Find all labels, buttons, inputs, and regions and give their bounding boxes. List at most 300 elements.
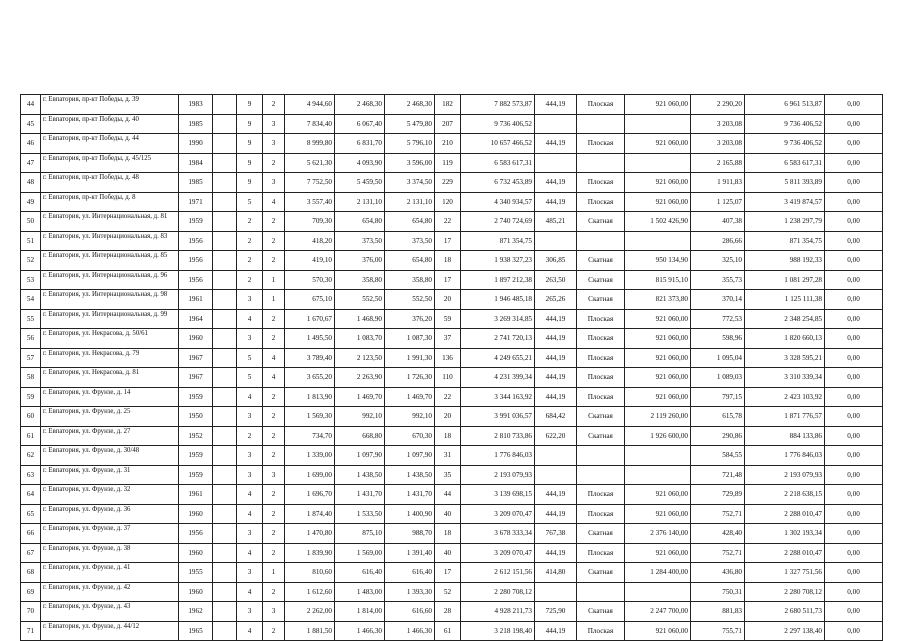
cell-living-area: 1 533,50 [335,504,385,524]
cell-roof-area [535,465,577,485]
cell-residents: 110 [435,368,461,388]
table-row [21,134,883,154]
cell-year-built: 1960 [179,543,213,563]
cell-floors: 4 [237,582,263,602]
cell-floors: 3 [237,446,263,466]
cell-living-area: 4 093,90 [335,153,385,173]
cell-row-number: 46 [21,134,41,154]
cell-residents: 31 [435,446,461,466]
cell-work-cost: 1 776 846,03 [745,446,825,466]
cell-floors: 4 [237,309,263,329]
cell-floors: 2 [237,251,263,271]
cell-total-cost: 6 732 453,89 [461,173,535,193]
cell-work-cost: 1 238 297,79 [745,212,825,232]
cell-floors: 5 [237,368,263,388]
cell-roof-area: 444,19 [535,95,577,115]
cell-residential-area: 1 726,30 [385,368,435,388]
cell-cost-per-unit: 407,38 [691,212,745,232]
cell-roof-type: Плоская [577,95,625,115]
cell-residential-area: 1 438,50 [385,465,435,485]
cell-roof-type [577,114,625,134]
cell-floors: 3 [237,602,263,622]
cell-living-area: 992,10 [335,407,385,427]
cell-work-cost: 1 327 751,56 [745,563,825,583]
cell-residents: 22 [435,212,461,232]
cell-roof-cost: 921 060,00 [625,485,691,505]
cell-entrances: 2 [263,387,285,407]
cell-total-area: 5 621,30 [285,153,335,173]
cell-roof-area: 263,50 [535,270,577,290]
cell-roof-type [577,465,625,485]
cell-roof-area [535,153,577,173]
cell-balance: 0,00 [825,407,883,427]
cell-address: г. Евпатория, ул. Интернациональная, д. 96 [41,270,179,290]
cell-entrances: 4 [263,368,285,388]
cell-living-area: 1 431,70 [335,485,385,505]
cell-col-blank [213,504,237,524]
cell-residents: 17 [435,270,461,290]
cell-row-number: 61 [21,426,41,446]
cell-roof-cost: 1 284 400,00 [625,563,691,583]
cell-entrances: 1 [263,270,285,290]
cell-residential-area: 616,60 [385,602,435,622]
cell-total-area: 1 470,80 [285,524,335,544]
cell-roof-cost: 2 247 700,00 [625,602,691,622]
cell-entrances: 3 [263,602,285,622]
table-row [21,524,883,544]
cell-address: г. Евпатория, ул. Фрунзе, д. 30/48 [41,446,179,466]
cell-year-built: 1967 [179,368,213,388]
cell-residential-area: 5 479,80 [385,114,435,134]
cell-balance: 0,00 [825,134,883,154]
cell-residents: 52 [435,582,461,602]
cell-year-built: 1956 [179,251,213,271]
cell-cost-per-unit: 355,73 [691,270,745,290]
table-row [21,231,883,251]
cell-roof-type [577,231,625,251]
cell-cost-per-unit: 1 125,07 [691,192,745,212]
cell-row-number: 44 [21,95,41,115]
cell-floors: 9 [237,134,263,154]
cell-balance: 0,00 [825,348,883,368]
cell-col-blank [213,485,237,505]
cell-entrances: 2 [263,329,285,349]
cell-cost-per-unit: 797,15 [691,387,745,407]
cell-row-number: 70 [21,602,41,622]
cell-total-area: 3 789,40 [285,348,335,368]
cell-roof-cost [625,446,691,466]
cell-residential-area: 1 400,90 [385,504,435,524]
cell-entrances: 2 [263,621,285,641]
cell-address: г. Евпатория, ул. Фрунзе, д. 41 [41,563,179,583]
housing-register-table-page [20,94,882,641]
cell-living-area: 1 438,50 [335,465,385,485]
cell-total-cost: 3 344 163,92 [461,387,535,407]
cell-residents: 59 [435,309,461,329]
cell-col-blank [213,290,237,310]
cell-entrances: 2 [263,95,285,115]
cell-roof-type [577,153,625,173]
cell-roof-area: 414,80 [535,563,577,583]
cell-residential-area: 1 431,70 [385,485,435,505]
cell-work-cost: 3 310 339,34 [745,368,825,388]
cell-row-number: 59 [21,387,41,407]
cell-roof-type: Плоская [577,485,625,505]
cell-total-cost: 4 928 211,73 [461,602,535,622]
cell-roof-cost: 821 373,80 [625,290,691,310]
cell-cost-per-unit: 428,40 [691,524,745,544]
cell-residential-area: 1 466,30 [385,621,435,641]
cell-total-cost: 2 193 079,93 [461,465,535,485]
cell-roof-area: 622,20 [535,426,577,446]
cell-total-area: 1 874,40 [285,504,335,524]
cell-total-area: 734,70 [285,426,335,446]
cell-entrances: 2 [263,426,285,446]
cell-col-blank [213,407,237,427]
table-row [21,309,883,329]
cell-roof-cost [625,153,691,173]
cell-col-blank [213,114,237,134]
cell-balance: 0,00 [825,563,883,583]
cell-entrances: 4 [263,348,285,368]
cell-total-cost: 3 678 333,34 [461,524,535,544]
cell-living-area: 668,80 [335,426,385,446]
cell-total-area: 2 262,00 [285,602,335,622]
cell-total-cost: 6 583 617,31 [461,153,535,173]
cell-total-area: 419,10 [285,251,335,271]
cell-row-number: 45 [21,114,41,134]
cell-work-cost: 1 302 193,34 [745,524,825,544]
cell-col-blank [213,309,237,329]
cell-roof-area: 444,19 [535,621,577,641]
cell-residential-area: 373,50 [385,231,435,251]
cell-address: г. Евпатория, пр-кт Победы, д. 44 [41,134,179,154]
cell-col-blank [213,231,237,251]
cell-roof-type: Плоская [577,192,625,212]
cell-roof-cost [625,582,691,602]
cell-row-number: 47 [21,153,41,173]
cell-roof-type: Плоская [577,309,625,329]
cell-cost-per-unit: 721,48 [691,465,745,485]
cell-work-cost: 988 192,33 [745,251,825,271]
cell-year-built: 1956 [179,231,213,251]
cell-residents: 182 [435,95,461,115]
cell-residential-area: 5 796,10 [385,134,435,154]
table-row [21,446,883,466]
cell-roof-type: Скатная [577,602,625,622]
cell-roof-area [535,114,577,134]
cell-roof-area: 444,19 [535,348,577,368]
cell-col-blank [213,173,237,193]
cell-total-cost: 9 736 406,52 [461,114,535,134]
cell-year-built: 1960 [179,582,213,602]
cell-roof-cost: 921 060,00 [625,309,691,329]
cell-address: г. Евпатория, ул. Интернациональная, д. 99 [41,309,179,329]
cell-address: г. Евпатория, ул. Интернациональная, д. 98 [41,290,179,310]
cell-residents: 120 [435,192,461,212]
cell-cost-per-unit: 2 290,20 [691,95,745,115]
cell-row-number: 63 [21,465,41,485]
cell-total-cost: 4 340 934,57 [461,192,535,212]
cell-roof-cost: 921 060,00 [625,621,691,641]
cell-address: г. Евпатория, пр-кт Победы, д. 39 [41,95,179,115]
cell-roof-cost [625,465,691,485]
cell-row-number: 58 [21,368,41,388]
cell-residential-area: 654,80 [385,251,435,271]
cell-year-built: 1983 [179,95,213,115]
cell-balance: 0,00 [825,485,883,505]
cell-residential-area: 2 131,10 [385,192,435,212]
table-row [21,485,883,505]
cell-roof-type: Плоская [577,329,625,349]
cell-balance: 0,00 [825,212,883,232]
cell-roof-cost: 2 376 140,00 [625,524,691,544]
cell-living-area: 6 831,70 [335,134,385,154]
cell-col-blank [213,524,237,544]
cell-floors: 4 [237,485,263,505]
cell-living-area: 1 097,90 [335,446,385,466]
cell-address: г. Евпатория, ул. Некрасова, д. 81 [41,368,179,388]
cell-cost-per-unit: 729,89 [691,485,745,505]
cell-floors: 9 [237,95,263,115]
cell-living-area: 5 459,50 [335,173,385,193]
cell-total-cost: 3 991 036,57 [461,407,535,427]
cell-row-number: 65 [21,504,41,524]
cell-cost-per-unit: 290,86 [691,426,745,446]
cell-total-area: 1 696,70 [285,485,335,505]
cell-total-cost: 7 882 573,87 [461,95,535,115]
cell-residents: 61 [435,621,461,641]
cell-residents: 119 [435,153,461,173]
cell-roof-area: 444,19 [535,387,577,407]
cell-roof-area: 444,19 [535,543,577,563]
cell-cost-per-unit: 881,83 [691,602,745,622]
cell-year-built: 1959 [179,465,213,485]
cell-residential-area: 616,40 [385,563,435,583]
cell-total-area: 1 813,90 [285,387,335,407]
cell-row-number: 67 [21,543,41,563]
cell-total-cost: 2 810 733,86 [461,426,535,446]
cell-living-area: 2 468,30 [335,95,385,115]
cell-total-area: 7 752,50 [285,173,335,193]
cell-total-cost: 10 657 466,52 [461,134,535,154]
cell-roof-area: 444,19 [535,504,577,524]
cell-cost-per-unit: 3 203,08 [691,114,745,134]
cell-row-number: 52 [21,251,41,271]
table-row [21,270,883,290]
table-body [21,95,883,641]
cell-roof-type: Скатная [577,407,625,427]
cell-roof-area: 444,19 [535,134,577,154]
cell-year-built: 1959 [179,212,213,232]
cell-living-area: 1 468,90 [335,309,385,329]
table-row [21,504,883,524]
cell-roof-area: 265,26 [535,290,577,310]
cell-work-cost: 2 297 138,40 [745,621,825,641]
cell-residential-area: 1 087,30 [385,329,435,349]
cell-col-blank [213,192,237,212]
cell-balance: 0,00 [825,602,883,622]
cell-living-area: 1 469,70 [335,387,385,407]
table-row [21,192,883,212]
cell-entrances: 3 [263,173,285,193]
cell-total-cost: 1 946 485,18 [461,290,535,310]
cell-balance: 0,00 [825,582,883,602]
cell-floors: 4 [237,387,263,407]
cell-roof-cost [625,231,691,251]
cell-total-cost: 2 280 708,12 [461,582,535,602]
cell-floors: 3 [237,407,263,427]
cell-residents: 17 [435,231,461,251]
cell-balance: 0,00 [825,543,883,563]
cell-balance: 0,00 [825,173,883,193]
cell-living-area: 358,80 [335,270,385,290]
cell-balance: 0,00 [825,251,883,271]
cell-roof-cost: 921 060,00 [625,504,691,524]
cell-roof-cost: 921 060,00 [625,173,691,193]
cell-roof-cost: 815 915,10 [625,270,691,290]
cell-floors: 3 [237,563,263,583]
cell-roof-area: 444,19 [535,192,577,212]
cell-residents: 22 [435,387,461,407]
cell-living-area: 1 569,00 [335,543,385,563]
cell-floors: 2 [237,270,263,290]
cell-roof-type: Плоская [577,387,625,407]
cell-cost-per-unit: 436,80 [691,563,745,583]
cell-balance: 0,00 [825,504,883,524]
cell-col-blank [213,387,237,407]
cell-entrances: 2 [263,231,285,251]
cell-residential-area: 3 374,50 [385,173,435,193]
cell-balance: 0,00 [825,270,883,290]
cell-balance: 0,00 [825,153,883,173]
cell-col-blank [213,153,237,173]
cell-entrances: 3 [263,114,285,134]
table-row [21,563,883,583]
cell-balance: 0,00 [825,290,883,310]
cell-residents: 18 [435,524,461,544]
cell-row-number: 48 [21,173,41,193]
cell-balance: 0,00 [825,387,883,407]
cell-work-cost: 2 288 010,47 [745,543,825,563]
cell-floors: 9 [237,173,263,193]
cell-entrances: 2 [263,212,285,232]
cell-row-number: 62 [21,446,41,466]
cell-col-blank [213,212,237,232]
cell-floors: 9 [237,114,263,134]
cell-address: г. Евпатория, ул. Интернациональная, д. 85 [41,251,179,271]
cell-cost-per-unit: 750,31 [691,582,745,602]
table-row [21,407,883,427]
cell-work-cost: 5 811 393,89 [745,173,825,193]
cell-residential-area: 552,50 [385,290,435,310]
cell-year-built: 1961 [179,485,213,505]
cell-year-built: 1964 [179,309,213,329]
table-row [21,582,883,602]
table-row [21,251,883,271]
cell-row-number: 57 [21,348,41,368]
cell-residents: 37 [435,329,461,349]
cell-year-built: 1952 [179,426,213,446]
cell-col-blank [213,563,237,583]
cell-floors: 2 [237,231,263,251]
cell-residents: 20 [435,407,461,427]
cell-total-cost: 2 612 151,56 [461,563,535,583]
cell-total-cost: 1 938 327,23 [461,251,535,271]
table-row [21,543,883,563]
cell-cost-per-unit: 1 911,83 [691,173,745,193]
cell-year-built: 1961 [179,290,213,310]
cell-row-number: 56 [21,329,41,349]
cell-roof-cost: 921 060,00 [625,348,691,368]
cell-roof-cost: 950 134,90 [625,251,691,271]
cell-living-area: 1 083,70 [335,329,385,349]
cell-balance: 0,00 [825,95,883,115]
cell-work-cost: 1 820 660,13 [745,329,825,349]
cell-year-built: 1985 [179,173,213,193]
cell-living-area: 654,80 [335,212,385,232]
cell-work-cost: 3 419 874,57 [745,192,825,212]
cell-work-cost: 9 736 406,52 [745,134,825,154]
cell-residential-area: 988,70 [385,524,435,544]
cell-col-blank [213,368,237,388]
cell-address: г. Евпатория, пр-кт Победы, д. 48 [41,173,179,193]
cell-address: г. Евпатория, ул. Интернациональная, д. 83 [41,231,179,251]
cell-total-area: 1 569,30 [285,407,335,427]
cell-col-blank [213,465,237,485]
cell-total-area: 1 699,00 [285,465,335,485]
cell-total-area: 7 834,40 [285,114,335,134]
cell-residential-area: 1 097,90 [385,446,435,466]
housing-register-table [20,94,883,641]
cell-roof-area: 444,19 [535,368,577,388]
cell-work-cost: 884 133,86 [745,426,825,446]
cell-floors: 5 [237,192,263,212]
cell-entrances: 2 [263,582,285,602]
cell-total-cost: 4 231 399,34 [461,368,535,388]
cell-work-cost: 2 348 254,85 [745,309,825,329]
cell-residential-area: 358,80 [385,270,435,290]
cell-row-number: 49 [21,192,41,212]
cell-roof-type: Плоская [577,368,625,388]
cell-residents: 40 [435,543,461,563]
cell-total-cost: 3 139 698,15 [461,485,535,505]
cell-year-built: 1984 [179,153,213,173]
cell-address: г. Евпатория, ул. Фрунзе, д. 36 [41,504,179,524]
table-row [21,465,883,485]
table-row [21,348,883,368]
cell-col-blank [213,582,237,602]
cell-roof-type [577,582,625,602]
cell-row-number: 54 [21,290,41,310]
cell-roof-cost: 1 926 600,00 [625,426,691,446]
table-row [21,212,883,232]
cell-col-blank [213,329,237,349]
cell-balance: 0,00 [825,465,883,485]
cell-year-built: 1985 [179,114,213,134]
cell-roof-area [535,582,577,602]
cell-balance: 0,00 [825,524,883,544]
cell-address: г. Евпатория, ул. Некрасова, д. 50/61 [41,329,179,349]
cell-cost-per-unit: 370,14 [691,290,745,310]
cell-work-cost: 2 680 511,73 [745,602,825,622]
cell-roof-type: Плоская [577,134,625,154]
cell-roof-type: Скатная [577,270,625,290]
cell-roof-area: 306,85 [535,251,577,271]
cell-row-number: 50 [21,212,41,232]
cell-residents: 18 [435,251,461,271]
cell-total-cost: 2 740 724,69 [461,212,535,232]
